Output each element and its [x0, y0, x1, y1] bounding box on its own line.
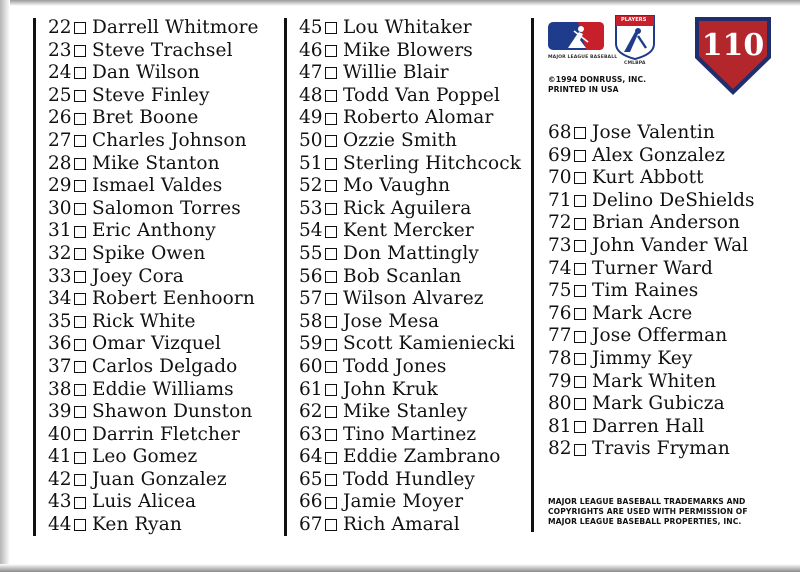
checklist-row — [48, 243, 259, 266]
card-number-label: 77 — [548, 325, 572, 347]
checkbox[interactable] — [74, 361, 86, 373]
checklist-row — [299, 198, 521, 221]
checkbox[interactable] — [574, 240, 586, 252]
column-rule-2 — [284, 18, 287, 536]
checkbox[interactable] — [325, 429, 337, 441]
card-number-label: 69 — [548, 144, 572, 166]
checklist-row — [299, 401, 521, 424]
checklist-row — [299, 107, 521, 130]
card-number-label: 42 — [48, 468, 72, 490]
checklist-row — [548, 212, 755, 235]
checklist-row — [548, 303, 755, 326]
player-name: Charles Johnson — [92, 129, 247, 151]
player-name: Darren Hall — [592, 415, 705, 437]
checklist-row — [299, 379, 521, 402]
card-number-label: 73 — [548, 234, 572, 256]
player-name: Alex Gonzalez — [592, 144, 726, 166]
checkbox[interactable] — [74, 90, 86, 102]
checkbox[interactable] — [574, 218, 586, 230]
copyright-text — [548, 75, 646, 95]
checkbox[interactable] — [74, 519, 86, 531]
checklist-row — [548, 235, 755, 258]
player-name: Bob Scanlan — [343, 265, 462, 287]
checklist-row — [299, 356, 521, 379]
checklist-row — [48, 266, 259, 289]
players-logo-caption: CMLBPA — [624, 61, 646, 66]
checklist-row — [299, 85, 521, 108]
trademark-line-2: COPYRIGHTS ARE USED WITH PERMISSION OF — [548, 507, 748, 516]
checkbox[interactable] — [74, 429, 86, 441]
checklist-column-3 — [548, 122, 755, 461]
checklist-row — [48, 288, 259, 311]
player-name: Mark Acre — [592, 302, 693, 324]
card-number-label: 50 — [299, 129, 323, 151]
checklist-row — [48, 175, 259, 198]
card-number-label: 78 — [548, 347, 572, 369]
player-name: Robert Eenhoorn — [92, 288, 255, 310]
checkbox[interactable] — [574, 285, 586, 297]
player-name: Mo Vaughn — [343, 175, 451, 197]
player-name: Eddie Williams — [92, 378, 234, 400]
checkbox[interactable] — [325, 226, 337, 238]
column-rule-3 — [531, 18, 534, 532]
checkbox[interactable] — [74, 135, 86, 147]
checkbox[interactable] — [325, 180, 337, 192]
player-name: Jose Offerman — [592, 325, 728, 347]
checkbox[interactable] — [574, 331, 586, 343]
checklist-row — [299, 266, 521, 289]
checkbox[interactable] — [325, 135, 337, 147]
card-number-label: 38 — [48, 378, 72, 400]
card-number-label: 31 — [48, 220, 72, 242]
checklist-row — [48, 107, 259, 130]
checklist-row — [548, 325, 755, 348]
player-name: Eric Anthony — [92, 220, 216, 242]
checkbox[interactable] — [74, 474, 86, 486]
card-number-label: 63 — [299, 423, 323, 445]
player-name: Jamie Moyer — [343, 491, 464, 513]
checklist-row — [299, 130, 521, 153]
card-number-label: 26 — [48, 107, 72, 129]
card-number-label: 28 — [48, 152, 72, 174]
checkbox[interactable] — [74, 180, 86, 192]
card-number-label: 27 — [48, 129, 72, 151]
checklist-row — [299, 424, 521, 447]
checkbox[interactable] — [74, 406, 86, 418]
card-number-label: 40 — [48, 423, 72, 445]
player-name: Tino Martinez — [343, 423, 477, 445]
checkbox[interactable] — [325, 474, 337, 486]
checklist-row — [299, 446, 521, 469]
checkbox[interactable] — [325, 406, 337, 418]
card-number-label: 56 — [299, 265, 323, 287]
player-name: Mark Whiten — [592, 370, 717, 392]
checkbox[interactable] — [574, 127, 586, 139]
card-number-label: 74 — [548, 257, 572, 279]
card-number-label: 37 — [48, 355, 72, 377]
checkbox[interactable] — [325, 45, 337, 57]
checklist-row — [299, 40, 521, 63]
card-number-label: 30 — [48, 197, 72, 219]
checkbox[interactable] — [325, 22, 337, 34]
checkbox[interactable] — [74, 226, 86, 238]
player-name: Joey Cora — [92, 265, 184, 287]
checklist-row — [299, 17, 521, 40]
checkbox[interactable] — [325, 113, 337, 125]
checklist-row — [299, 288, 521, 311]
checklist-row — [299, 514, 521, 537]
checkbox[interactable] — [74, 497, 86, 509]
player-name: Wilson Alvarez — [343, 288, 484, 310]
checkbox[interactable] — [574, 444, 586, 456]
player-name: Delino DeShields — [592, 189, 755, 211]
player-name: Jose Mesa — [343, 310, 440, 332]
checkbox[interactable] — [74, 248, 86, 260]
checklist-column-1 — [48, 17, 259, 537]
player-name: Ozzie Smith — [343, 129, 457, 151]
checklist-row — [548, 145, 755, 168]
checkbox[interactable] — [74, 158, 86, 170]
checklist-row — [48, 401, 259, 424]
checkbox[interactable] — [325, 361, 337, 373]
checklist-row — [48, 333, 259, 356]
card-number-label: 52 — [299, 175, 323, 197]
checkbox[interactable] — [574, 398, 586, 410]
card-number-label: 81 — [548, 415, 572, 437]
player-name: Rick White — [92, 310, 196, 332]
player-name: Salomon Torres — [92, 197, 241, 219]
checklist-row — [48, 130, 259, 153]
card-number-label: 46 — [299, 39, 323, 61]
checklist-row — [299, 333, 521, 356]
checklist-row — [48, 220, 259, 243]
player-name: Lou Whitaker — [343, 17, 472, 38]
checkbox[interactable] — [74, 203, 86, 215]
checkbox[interactable] — [574, 353, 586, 365]
player-name: Willie Blair — [343, 62, 449, 84]
card-number-label: 49 — [299, 107, 323, 129]
card-number-label: 53 — [299, 197, 323, 219]
players-logo-text: PLAYERS — [621, 17, 647, 23]
checkbox[interactable] — [574, 150, 586, 162]
checkbox[interactable] — [325, 67, 337, 79]
checkbox[interactable] — [574, 308, 586, 320]
card-number-label: 55 — [299, 242, 323, 264]
checkbox[interactable] — [74, 452, 86, 464]
checkbox[interactable] — [574, 421, 586, 433]
checklist-row — [548, 258, 755, 281]
card-number-label: 64 — [299, 446, 323, 468]
card-number-label: 47 — [299, 62, 323, 84]
player-name: Bret Boone — [92, 107, 199, 129]
player-name: Darrin Fletcher — [92, 423, 240, 445]
checklist-row — [548, 416, 755, 439]
card-number-label: 22 — [48, 17, 72, 38]
checkbox[interactable] — [74, 271, 86, 283]
card-number-label: 71 — [548, 189, 572, 211]
checkbox[interactable] — [325, 519, 337, 531]
checkbox[interactable] — [325, 158, 337, 170]
player-name: Tim Raines — [592, 280, 699, 302]
player-name: Sterling Hitchcock — [343, 152, 522, 174]
checklist-row — [548, 393, 755, 416]
player-name: Luis Alicea — [92, 491, 197, 513]
checkbox[interactable] — [574, 195, 586, 207]
card-number-label: 54 — [299, 220, 323, 242]
player-name: Jimmy Key — [592, 347, 693, 369]
player-name: Ismael Valdes — [92, 175, 223, 197]
card-number: 110 — [701, 28, 765, 63]
checklist-row — [48, 85, 259, 108]
card-number-label: 35 — [48, 310, 72, 332]
player-name: Kent Mercker — [343, 220, 474, 242]
checklist-row — [299, 491, 521, 514]
checkbox[interactable] — [74, 339, 86, 351]
card-number-label: 23 — [48, 39, 72, 61]
checklist-row — [548, 280, 755, 303]
player-name: Rich Amaral — [343, 514, 460, 536]
player-name: Carlos Delgado — [92, 355, 238, 377]
player-name: Todd Jones — [343, 355, 447, 377]
checklist-row — [299, 311, 521, 334]
card-number-label: 75 — [548, 280, 572, 302]
player-name: Roberto Alomar — [343, 107, 494, 129]
card-number-label: 36 — [48, 333, 72, 355]
checkbox[interactable] — [325, 248, 337, 260]
card-number-label: 65 — [299, 468, 323, 490]
player-name: Jose Valentin — [592, 122, 715, 143]
player-name: Leo Gomez — [92, 446, 198, 468]
checklist-row — [48, 153, 259, 176]
player-name: Ken Ryan — [92, 514, 182, 536]
checkbox[interactable] — [574, 376, 586, 388]
checklist-row — [48, 424, 259, 447]
player-name: Scott Kamieniecki — [343, 333, 516, 355]
player-name: Todd Hundley — [343, 468, 475, 490]
checklist-row — [299, 175, 521, 198]
checklist-row — [48, 514, 259, 537]
checklist-row — [48, 469, 259, 492]
checklist-row — [548, 122, 755, 145]
checklist-row — [299, 62, 521, 85]
checkbox[interactable] — [74, 45, 86, 57]
checklist-column-2 — [299, 17, 521, 537]
player-name: Turner Ward — [592, 257, 713, 279]
player-name: Juan Gonzalez — [92, 468, 227, 490]
card-number-label: 39 — [48, 401, 72, 423]
card-number-label: 25 — [48, 84, 72, 106]
checkbox[interactable] — [325, 271, 337, 283]
checklist-row — [48, 17, 259, 40]
player-name: Steve Finley — [92, 84, 210, 106]
checkbox[interactable] — [325, 203, 337, 215]
card-number-label: 57 — [299, 288, 323, 310]
card-number-label: 51 — [299, 152, 323, 174]
checklist-row — [48, 311, 259, 334]
card-number-label: 24 — [48, 62, 72, 84]
checkbox[interactable] — [74, 113, 86, 125]
checklist-row — [299, 243, 521, 266]
card-number-label: 60 — [299, 355, 323, 377]
card-number-label: 33 — [48, 265, 72, 287]
card-number-label: 43 — [48, 491, 72, 513]
card-number-label: 70 — [548, 167, 572, 189]
checkbox[interactable] — [74, 293, 86, 305]
checkbox[interactable] — [325, 293, 337, 305]
player-name: Shawon Dunston — [92, 401, 253, 423]
checkbox[interactable] — [74, 384, 86, 396]
card-number-label: 80 — [548, 393, 572, 415]
card-number-label: 48 — [299, 84, 323, 106]
checklist-row — [48, 379, 259, 402]
card-number-label: 67 — [299, 514, 323, 536]
checkbox[interactable] — [74, 67, 86, 79]
checklist-row — [48, 40, 259, 63]
player-name: Mike Blowers — [343, 39, 473, 61]
player-name: Kurt Abbott — [592, 167, 704, 189]
checklist-row — [548, 167, 755, 190]
card-number-label: 41 — [48, 446, 72, 468]
card-number-label: 34 — [48, 288, 72, 310]
trademark-notice — [548, 497, 748, 527]
card-number-label: 44 — [48, 514, 72, 536]
column-rule-1 — [33, 18, 36, 536]
checkbox[interactable] — [574, 172, 586, 184]
card-number-label: 68 — [548, 122, 572, 143]
checklist-row — [299, 469, 521, 492]
card-number-label: 79 — [548, 370, 572, 392]
player-name: Steve Trachsel — [92, 39, 233, 61]
card-number-label: 62 — [299, 401, 323, 423]
copyright-line-2: PRINTED IN USA — [548, 85, 619, 94]
checklist-row — [548, 371, 755, 394]
card-number-label: 66 — [299, 491, 323, 513]
player-name: Dan Wilson — [92, 62, 200, 84]
player-name: John Kruk — [343, 378, 438, 400]
player-name: Omar Vizquel — [92, 333, 221, 355]
checkbox[interactable] — [325, 384, 337, 396]
card-number-label: 32 — [48, 242, 72, 264]
player-name: Eddie Zambrano — [343, 446, 501, 468]
card-number-label: 76 — [548, 302, 572, 324]
player-name: Mike Stanley — [343, 401, 468, 423]
player-name: John Vander Wal — [592, 234, 749, 256]
checklist-row — [299, 153, 521, 176]
mlb-logo — [548, 22, 604, 58]
checkbox[interactable] — [325, 452, 337, 464]
card-number-label: 45 — [299, 17, 323, 38]
player-name: Mike Stanton — [92, 152, 220, 174]
player-name: Darrell Whitmore — [92, 17, 259, 38]
card-number-label: 72 — [548, 212, 572, 234]
checkbox[interactable] — [574, 263, 586, 275]
player-name: Spike Owen — [92, 242, 206, 264]
checklist-row — [548, 190, 755, 213]
checklist-row — [299, 220, 521, 243]
card-number-label: 58 — [299, 310, 323, 332]
player-name: Travis Fryman — [592, 438, 730, 460]
checklist-row — [48, 491, 259, 514]
checklist-row — [48, 356, 259, 379]
checkbox[interactable] — [325, 90, 337, 102]
checkbox[interactable] — [325, 339, 337, 351]
card-number-label: 82 — [548, 438, 572, 460]
player-name: Rick Aguilera — [343, 197, 472, 219]
checklist-row — [548, 438, 755, 461]
scan-edge — [0, 0, 10, 572]
card-number-label: 61 — [299, 378, 323, 400]
checklist-row — [548, 348, 755, 371]
player-name: Don Mattingly — [343, 242, 479, 264]
checkbox[interactable] — [325, 316, 337, 328]
card-number-label: 59 — [299, 333, 323, 355]
player-name: Todd Van Poppel — [343, 84, 500, 106]
trademark-line-1: MAJOR LEAGUE BASEBALL TRADEMARKS AND — [548, 497, 746, 506]
checkbox[interactable] — [74, 316, 86, 328]
checklist-row — [48, 62, 259, 85]
trademark-line-3: MAJOR LEAGUE BASEBALL PROPERTIES, INC. — [548, 517, 742, 526]
mlb-logo-caption: MAJOR LEAGUE BASEBALL — [548, 55, 618, 60]
checklist-row — [48, 198, 259, 221]
player-name: Brian Anderson — [592, 212, 741, 234]
card-number-label: 29 — [48, 175, 72, 197]
checkbox[interactable] — [74, 22, 86, 34]
checklist-row — [48, 446, 259, 469]
checkbox[interactable] — [325, 497, 337, 509]
copyright-line-1: ©1994 DONRUSS, INC. — [548, 75, 647, 84]
player-name: Mark Gubicza — [592, 393, 725, 415]
